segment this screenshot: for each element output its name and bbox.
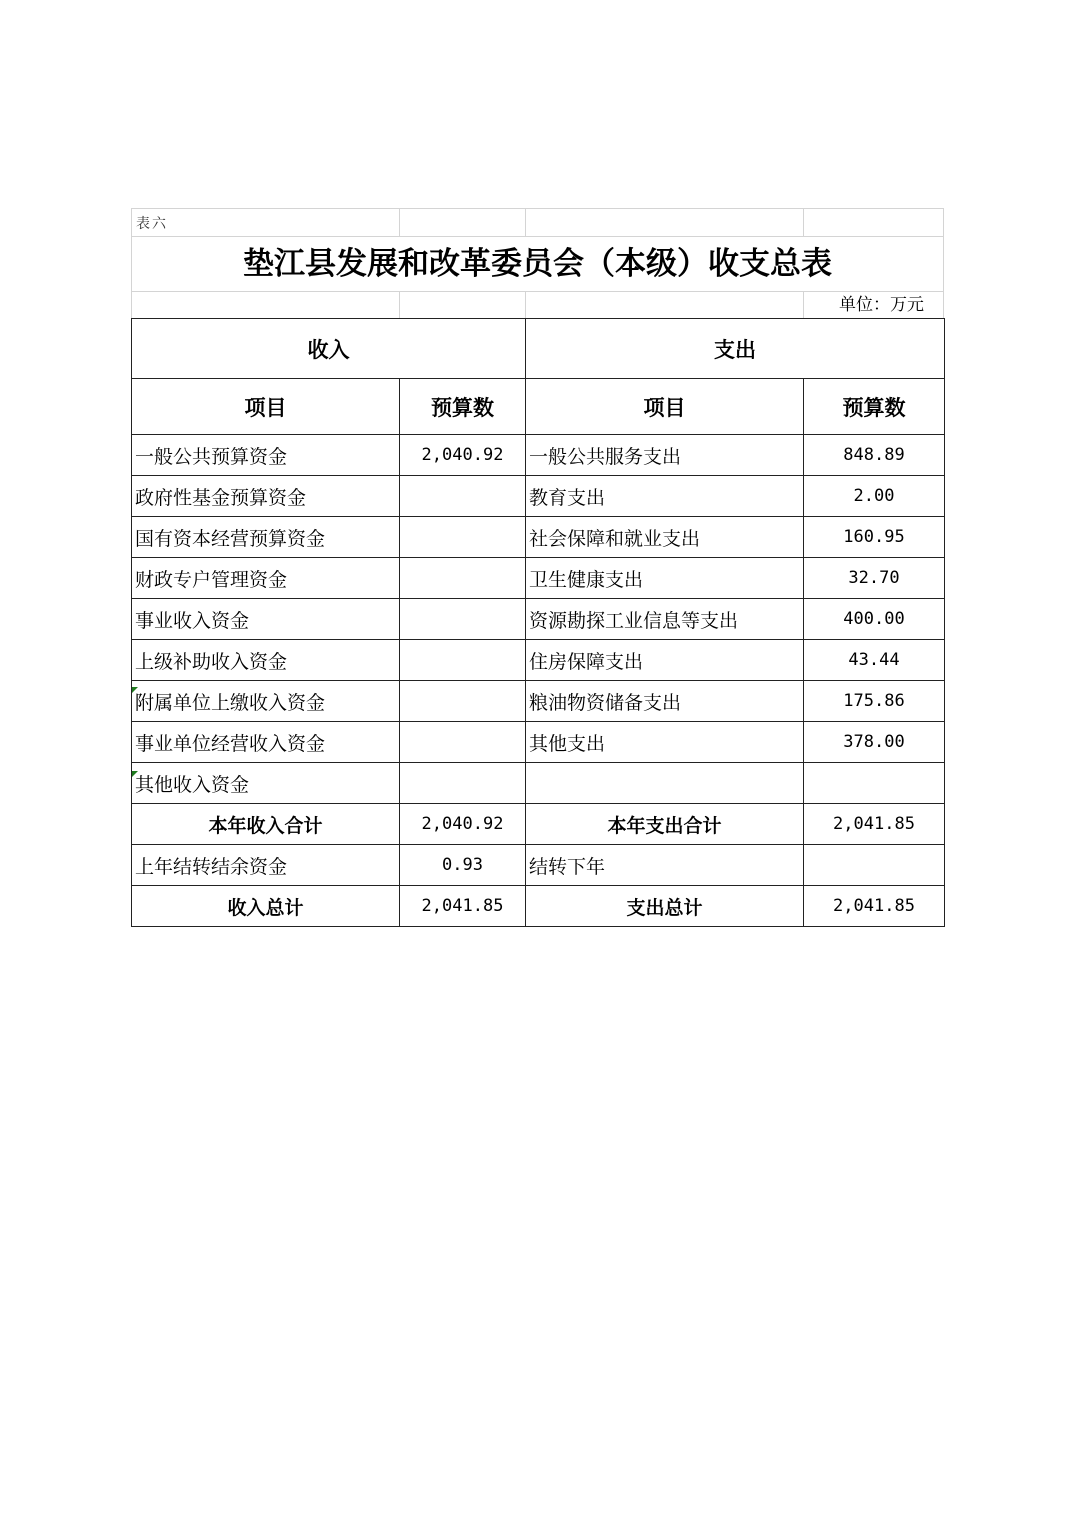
income-section-header: 收入	[132, 319, 526, 379]
income-item-cell: 政府性基金预算资金	[132, 476, 400, 517]
expense-amount-cell	[804, 763, 945, 804]
expense-subtotal-label: 本年支出合计	[526, 804, 804, 845]
cell-comment-marker	[132, 687, 138, 693]
income-amount-cell	[400, 517, 526, 558]
income-item-cell: 附属单位上缴收入资金	[132, 681, 400, 722]
expense-amount-cell: 175.86	[804, 681, 945, 722]
income-amount-cell	[400, 640, 526, 681]
income-item-cell: 一般公共预算资金	[132, 435, 400, 476]
income-amount-cell	[400, 476, 526, 517]
expense-item-cell: 卫生健康支出	[526, 558, 804, 599]
income-subtotal-label: 本年收入合计	[132, 804, 400, 845]
income-item-cell: 上级补助收入资金	[132, 640, 400, 681]
expense-amount-cell: 43.44	[804, 640, 945, 681]
table-row	[132, 722, 945, 763]
income-amount-cell	[400, 599, 526, 640]
income-amount-cell	[400, 681, 526, 722]
expense-amount-cell: 400.00	[804, 599, 945, 640]
section-header-row	[132, 319, 945, 379]
sheet-header-area	[131, 208, 944, 319]
expense-amount-cell: 160.95	[804, 517, 945, 558]
expense-item-cell: 粮油物资储备支出	[526, 681, 804, 722]
expense-amount-cell: 848.89	[804, 435, 945, 476]
table-row	[132, 599, 945, 640]
expense-section-header: 支出	[526, 319, 945, 379]
budget-sheet	[131, 208, 944, 919]
income-amount-cell	[400, 558, 526, 599]
income-amount-cell: 2,040.92	[400, 435, 526, 476]
unit-label: 单位：万元	[839, 295, 924, 315]
subtotal-row	[132, 804, 945, 845]
table-row	[132, 435, 945, 476]
expense-carryover-item: 结转下年	[526, 845, 804, 886]
expense-item-cell	[526, 763, 804, 804]
income-item-cell: 事业单位经营收入资金	[132, 722, 400, 763]
expense-item-cell: 资源勘探工业信息等支出	[526, 599, 804, 640]
carryover-row	[132, 845, 945, 886]
income-carryover-amount: 0.93	[400, 845, 526, 886]
income-item-cell: 其他收入资金	[132, 763, 400, 804]
total-row	[132, 886, 945, 927]
income-amount-cell	[400, 722, 526, 763]
table-row	[132, 558, 945, 599]
expense-item-cell: 社会保障和就业支出	[526, 517, 804, 558]
expense-item-cell: 住房保障支出	[526, 640, 804, 681]
budget-table	[131, 318, 945, 927]
expense-item-header: 项目	[526, 379, 804, 435]
expense-item-cell: 一般公共服务支出	[526, 435, 804, 476]
income-total-label: 收入总计	[132, 886, 400, 927]
income-item-cell: 国有资本经营预算资金	[132, 517, 400, 558]
income-item-cell: 财政专户管理资金	[132, 558, 400, 599]
income-total-amount: 2,041.85	[400, 886, 526, 927]
income-item-cell: 事业收入资金	[132, 599, 400, 640]
table-row	[132, 476, 945, 517]
page-title: 垫江县发展和改革委员会（本级）收支总表	[243, 246, 832, 282]
table-row	[132, 681, 945, 722]
table-number: 表六	[136, 216, 168, 232]
expense-amount-cell: 32.70	[804, 558, 945, 599]
income-amount-cell	[400, 763, 526, 804]
expense-total-label: 支出总计	[526, 886, 804, 927]
expense-item-cell: 教育支出	[526, 476, 804, 517]
expense-carryover-amount	[804, 845, 945, 886]
income-carryover-item: 上年结转结余资金	[132, 845, 400, 886]
cell-comment-marker	[132, 771, 138, 777]
expense-amount-cell: 2.00	[804, 476, 945, 517]
expense-budget-header: 预算数	[804, 379, 945, 435]
expense-subtotal-amount: 2,041.85	[804, 804, 945, 845]
table-row	[132, 640, 945, 681]
column-header-row	[132, 379, 945, 435]
table-row	[132, 763, 945, 804]
income-item-header: 项目	[132, 379, 400, 435]
expense-total-amount: 2,041.85	[804, 886, 945, 927]
income-subtotal-amount: 2,040.92	[400, 804, 526, 845]
expense-amount-cell: 378.00	[804, 722, 945, 763]
table-row	[132, 517, 945, 558]
expense-item-cell: 其他支出	[526, 722, 804, 763]
income-budget-header: 预算数	[400, 379, 526, 435]
